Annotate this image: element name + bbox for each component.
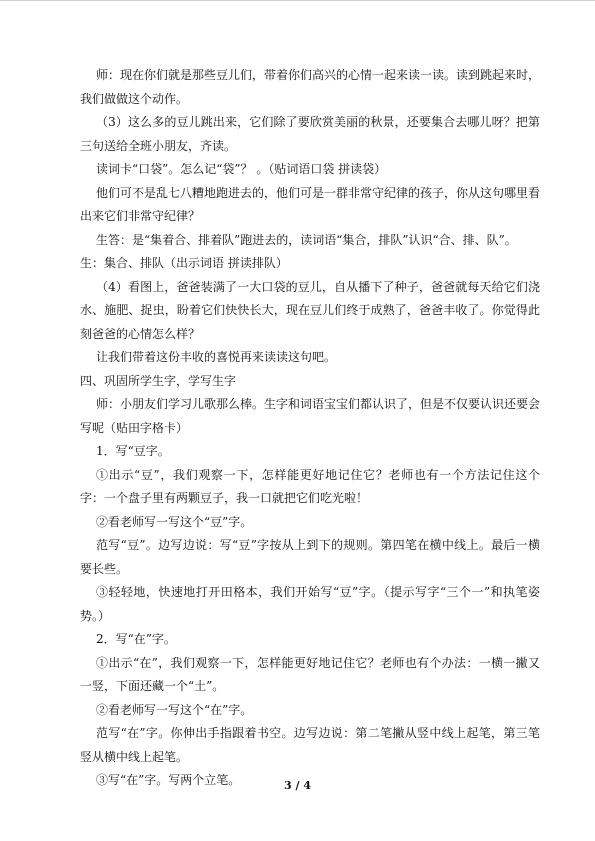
paragraph: 范写“在”字。你伸出手指跟着书空。边写边说：第二笔撇从竖中线上起笔，第三笔竖从横中线上起笔。: [80, 726, 540, 764]
paragraph: 范写“豆”。边写边说：写“豆”字按从上到下的规则。第四笔在横中线上。最后一横要长些。: [80, 538, 540, 576]
paragraph: 师：现在你们就是那些豆儿们，带着你们高兴的心情一起来读一读。读到跳起来时，我们做做这个动作。: [80, 68, 541, 106]
section-heading: 四、巩固所学生字，学写生字: [80, 373, 237, 388]
paragraph: （3）这么多的豆儿跳出来，它们除了要欣赏美丽的秋景，还要集合去哪儿呀？把第三句送给全班小朋友，齐读。: [80, 115, 540, 153]
paragraph: 读词卡“口袋”。怎么记“袋”？ 。（贴词语口袋 拼读袋）: [96, 162, 387, 176]
paragraph: 他们可不是乱七八糟地跑进去的，他们可是一群非常守纪律的孩子，你从这句哪里看出来它们非常守纪律？: [80, 185, 541, 223]
paragraph: 让我们带着这份丰收的喜悦再来读读这句吧。: [96, 350, 337, 364]
paragraph: ③轻轻地，快速地打开田格本，我们开始写“豆”字。（提示写字“三个一”和执笔姿势。）: [80, 585, 540, 623]
paragraph: （4）看图上，爸爸装满了一大口袋的豆儿，自从播下了种子，爸爸就每天给它们浇水、施肥、捉虫，盼着它们快快长大，现在豆儿们终于成熟了，爸爸丰收了。你觉得此刻爸爸的心情怎么样？: [80, 279, 540, 341]
list-item-heading: 1．写“豆字。: [96, 444, 170, 458]
paragraph: ①出示“在”，我们观察一下，怎样能更好地记住它？老师也有个办法：一横一撇又一竖，下面还藏一个“土”。: [80, 655, 540, 693]
paragraph: ②看老师写一写这个“在”字。: [96, 702, 253, 717]
page-top-border: [0, 0, 595, 1]
paragraph: ②看老师写一写这个“豆”字。: [96, 514, 253, 529]
paragraph: 生：集合、排队（出示词语 拼读排队）: [80, 256, 288, 270]
paragraph: ③写“在”字。写两个立笔。: [96, 773, 241, 787]
paragraph: 师：小朋友们学习儿歌那么棒。生字和词语宝宝们都认识了，但是不仅要认识还要会写呢（贴田字格卡）: [80, 397, 541, 435]
page-number: 3 / 4: [284, 779, 311, 792]
paragraph: 生答：是“集着合、排着队”跑进去的，读词语“集合，排队”认识“合、排、队”。: [96, 232, 517, 247]
list-item-heading: 2．写“在”字。: [96, 632, 176, 646]
paragraph: ①出示“豆”，我们观察一下，怎样能更好地记住它？老师也有一个方法记住这个字：一个盘子里有两颗豆子，我一口就把它们吃光啦！: [80, 467, 540, 505]
document-body: [80, 64, 540, 793]
